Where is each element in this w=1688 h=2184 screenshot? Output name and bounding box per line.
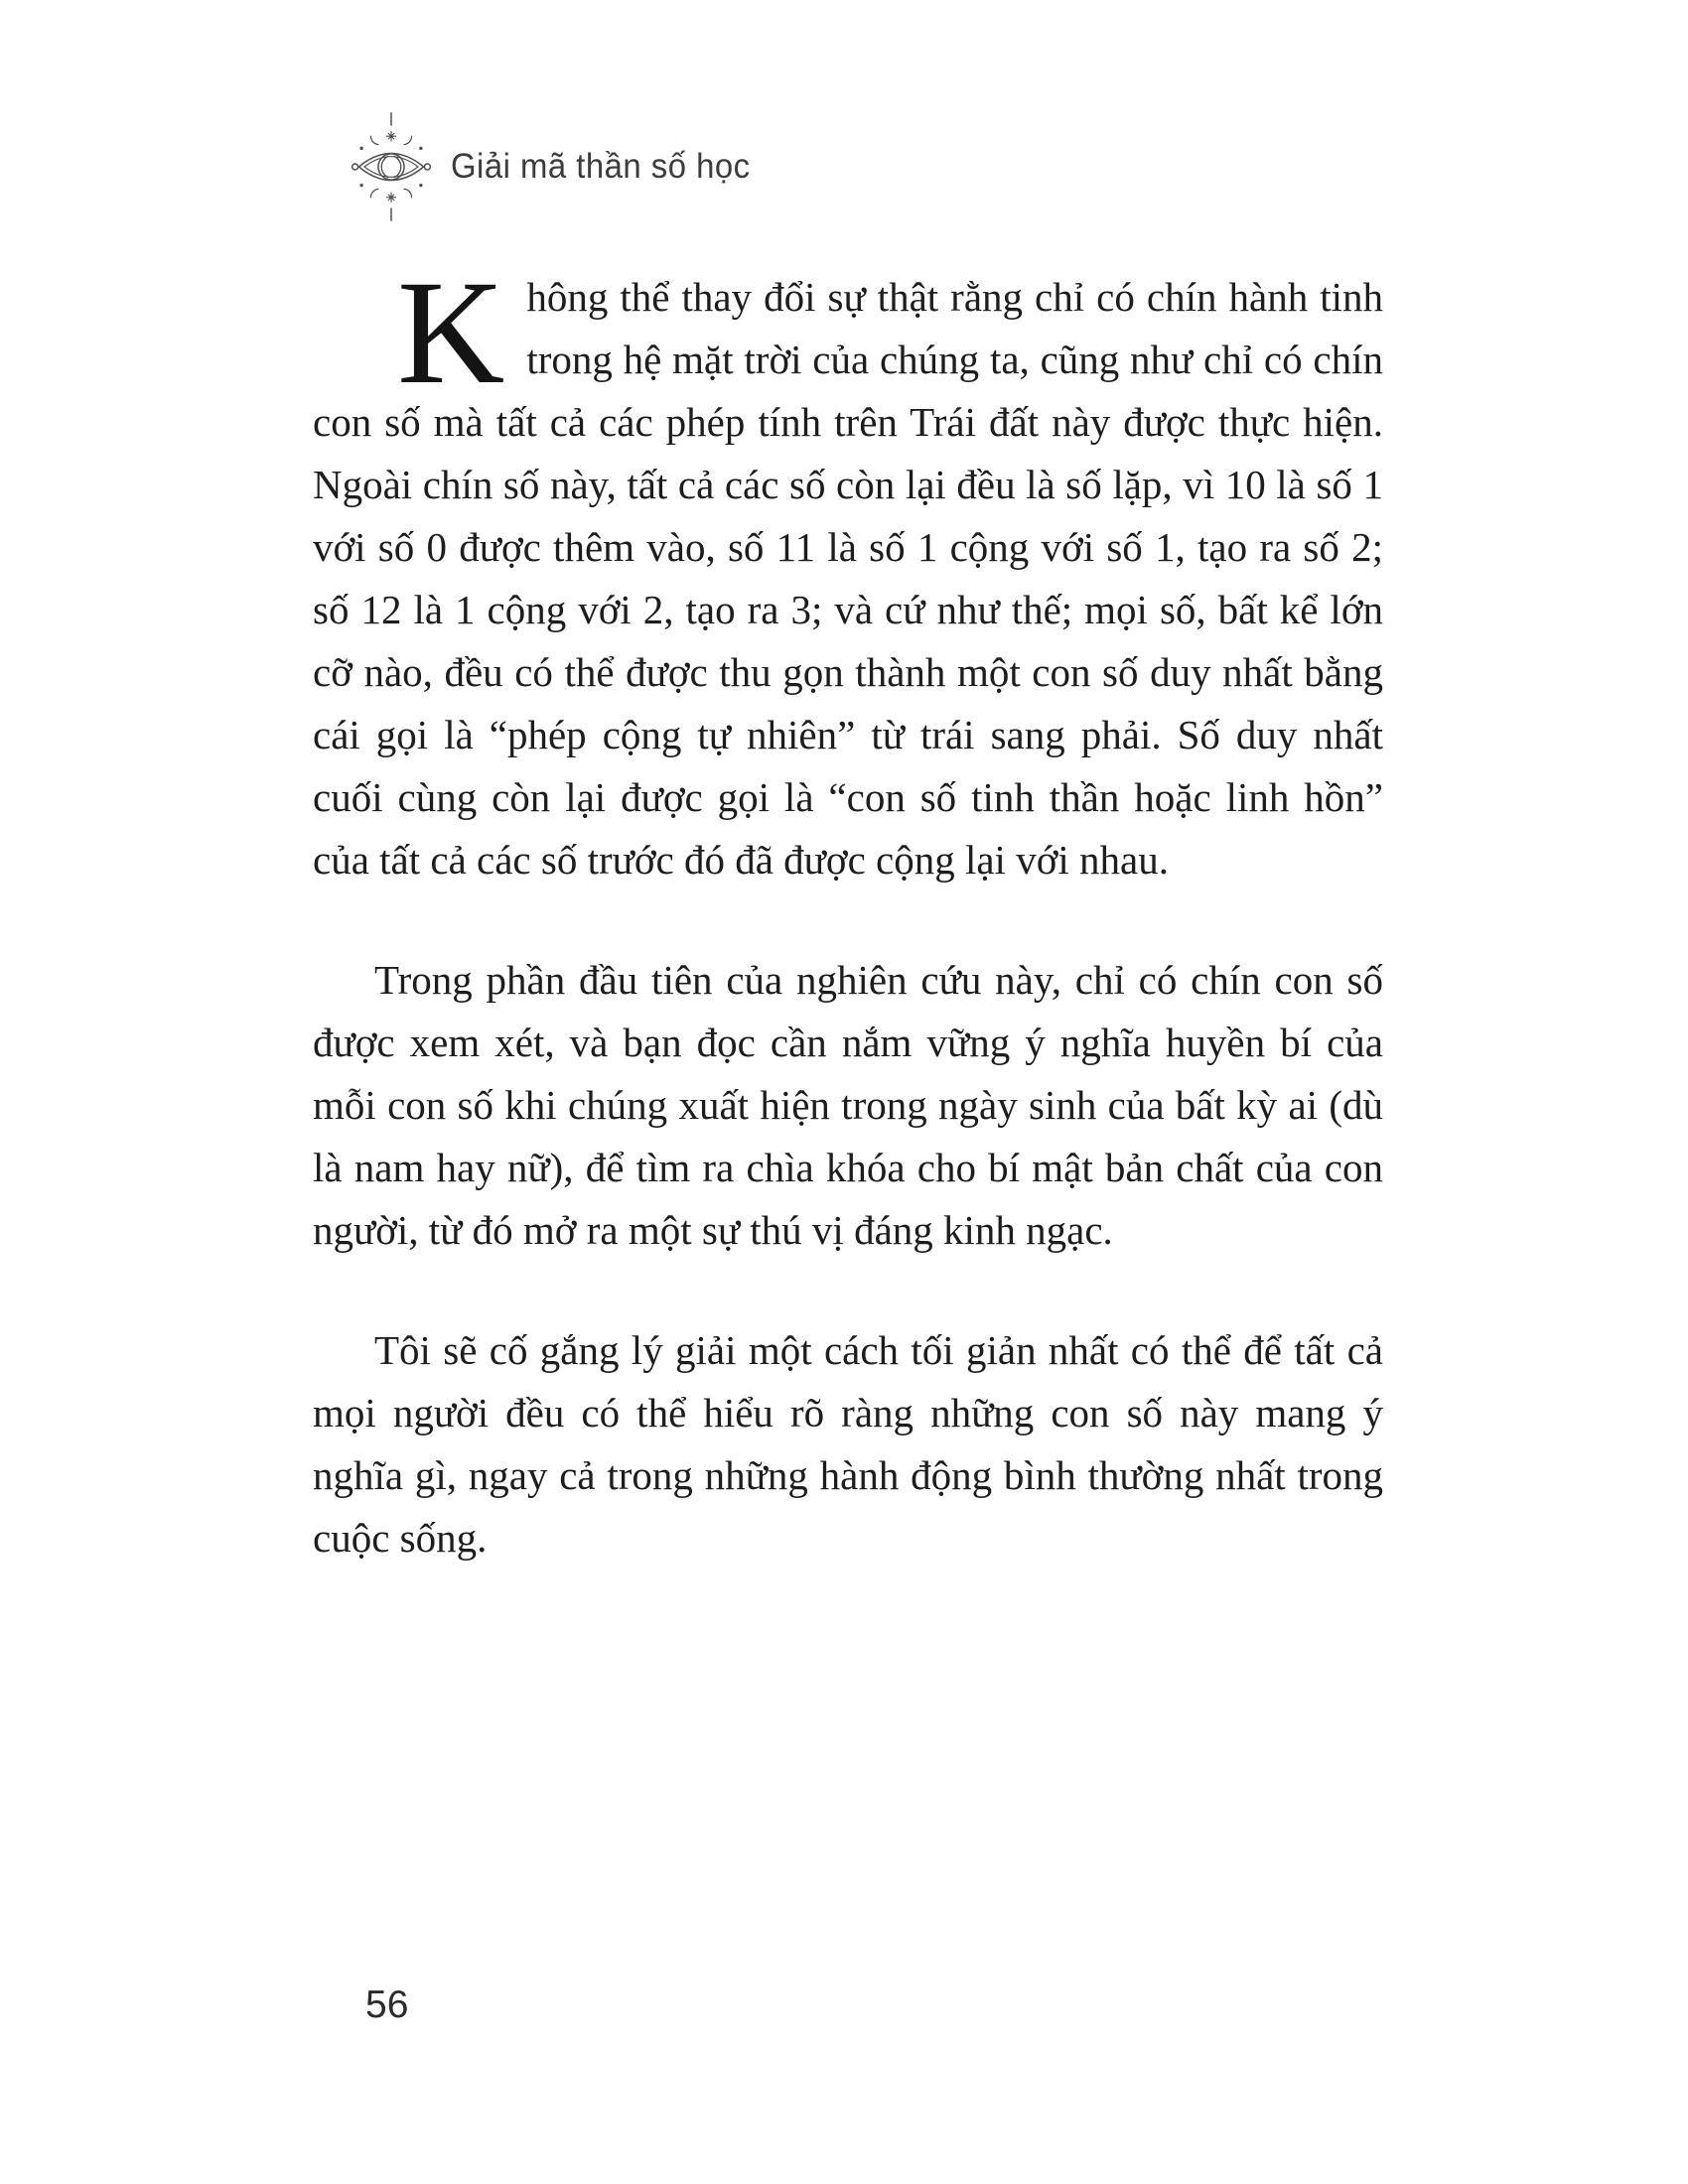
paragraph-3: Tôi sẽ cố gắng lý giải một cách tối giản nhất có thể để tất cả mọi người đều có thể hiểu rõ ràng những con số này mang ý nghĩa gì, ngay cả trong những hành động bình thường nhất trong cuộc sống.: [313, 1327, 1383, 1561]
paragraph-2: Trong phần đầu tiên của nghiên cứu này, chỉ có chín con số được xem xét, và bạn đọc cần nắm vững ý nghĩa huyền bí của mỗi con số khi chúng xuất hiện trong ngày sinh của bất kỳ ai (dù là nam hay nữ), để tìm ra chìa khóa cho bí mật bản chất của con người, từ đó mở ra một sự thú vị đáng kinh ngạc.: [313, 957, 1383, 1253]
page-number: 56: [365, 1983, 409, 2026]
running-header: [348, 111, 770, 222]
mystic-eye-icon: [348, 111, 435, 222]
drop-cap: K: [397, 250, 505, 415]
book-title: Giải mã thần số học: [451, 147, 751, 186]
paragraph-1-text: hông thể thay đổi sự thật rằng chỉ có chín hành tinh trong hệ mặt trời của chúng ta, cũng như chỉ có chín con số mà tất cả các phép tính trên Trái đất này được thực hiện. Ngoài chín số này, tất cả các số còn lại đều là số lặp, vì 10 là số 1 với số 0 được thêm vào, số 11 là số 1 cộng với số 1, tạo ra số 2; số 12 là 1 cộng với 2, tạo ra 3; và cứ như thế; mọi số, bất kể lớn cỡ nào, đều có thể được thu gọn thành một con số duy nhất bằng cái gọi là “phép cộng tự nhiên” từ trái sang phải. Số duy nhất cuối cùng còn lại được gọi là “con số tinh thần hoặc linh hồn” của tất cả các số trước đó đã được cộng lại với nhau.: [313, 274, 1383, 883]
page-content: [313, 250, 1383, 1627]
paragraph-1: [313, 250, 1383, 891]
